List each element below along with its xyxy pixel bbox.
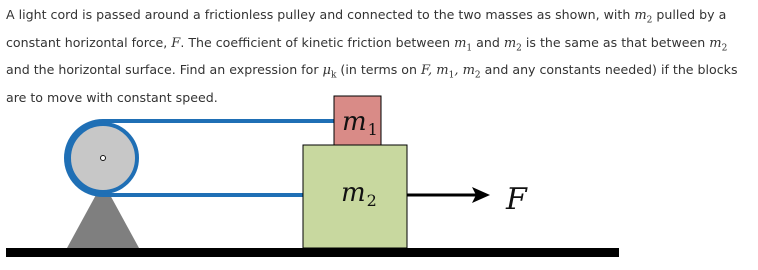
problem-text: A light cord is passed around a frictionless pulley and connected to the two masses as shown, with $m_2$ pulled by a constant horizontal force, F. The coefficient of kinetic friction between $m_1$ and $m_2$ is the same as that between $m_2$ and the horizontal surface. Find an expression for $\mu_k$ (in terms on F, $m_1$, $m_2$ and any constants needed) if the blocks are to move with constant speed.: [6, 7, 738, 105]
math-mu-k: $\mu_k$: [322, 63, 337, 81]
ground: [6, 248, 619, 257]
math-variables: F, $m_1$, $m_2$: [421, 63, 481, 81]
label-force: F: [506, 182, 527, 217]
math-F: F: [171, 35, 181, 51]
pulley-axle: [101, 156, 106, 161]
math-m2: $m_2$: [634, 8, 653, 26]
label-m1: m1: [342, 107, 378, 139]
math-m1: $m_1$: [454, 35, 473, 54]
math-m2: $m_2$: [503, 35, 522, 54]
math-m2: $m_2$: [709, 35, 728, 54]
label-m2: m2: [341, 178, 377, 210]
